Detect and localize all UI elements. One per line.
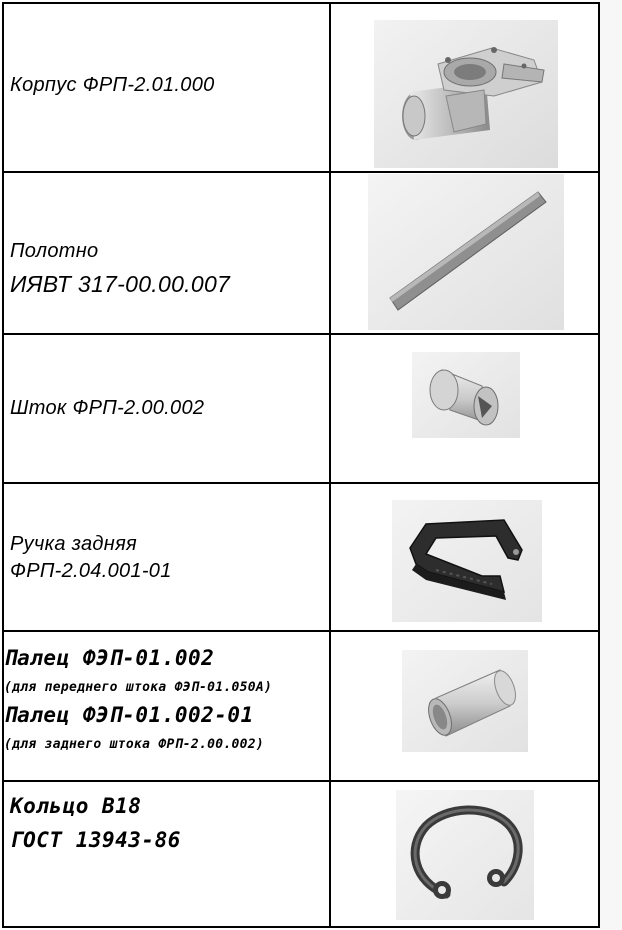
- column-divider: [329, 2, 331, 928]
- retaining-ring-3d-render: [396, 790, 534, 920]
- housing-3d-render: [374, 20, 558, 168]
- table-border-top: [2, 2, 600, 4]
- part-note-pin-rear: (для заднего штока ФРП-2.00.002): [4, 737, 265, 752]
- part-name-housing: Корпус ФРП-2.01.000: [10, 74, 215, 96]
- pin-cylinder-3d-render: [402, 650, 528, 752]
- part-name-pin-rear: Палец ФЭП-01.002-01: [4, 703, 254, 727]
- row-divider: [2, 482, 600, 484]
- part-note-pin-front: (для переднего штока ФЭП-01.050А): [4, 680, 273, 695]
- part-code-blade: ИЯВТ 317-00.00.007: [10, 271, 231, 297]
- part-name-blade: Полотно: [10, 240, 99, 262]
- table-border-bottom: [2, 926, 600, 928]
- part-name-handle: Ручка задняя: [10, 533, 138, 555]
- page-margin: [600, 0, 622, 930]
- part-name-rod: Шток ФРП-2.00.002: [10, 397, 205, 419]
- part-name-ring: Кольцо В18: [10, 794, 142, 818]
- rod-sleeve-3d-render: [412, 352, 520, 438]
- part-standard-ring: ГОСТ 13943-86: [10, 828, 181, 852]
- row-divider: [2, 333, 600, 335]
- row-divider: [2, 630, 600, 632]
- row-divider: [2, 171, 600, 173]
- blade-strip-3d-render: [368, 174, 564, 330]
- table-border-left: [2, 2, 4, 928]
- rear-handle-3d-render: [392, 500, 542, 622]
- part-name-pin-front: Палец ФЭП-01.002: [4, 646, 215, 670]
- part-code-handle: ФРП-2.04.001-01: [10, 560, 172, 582]
- row-divider: [2, 780, 600, 782]
